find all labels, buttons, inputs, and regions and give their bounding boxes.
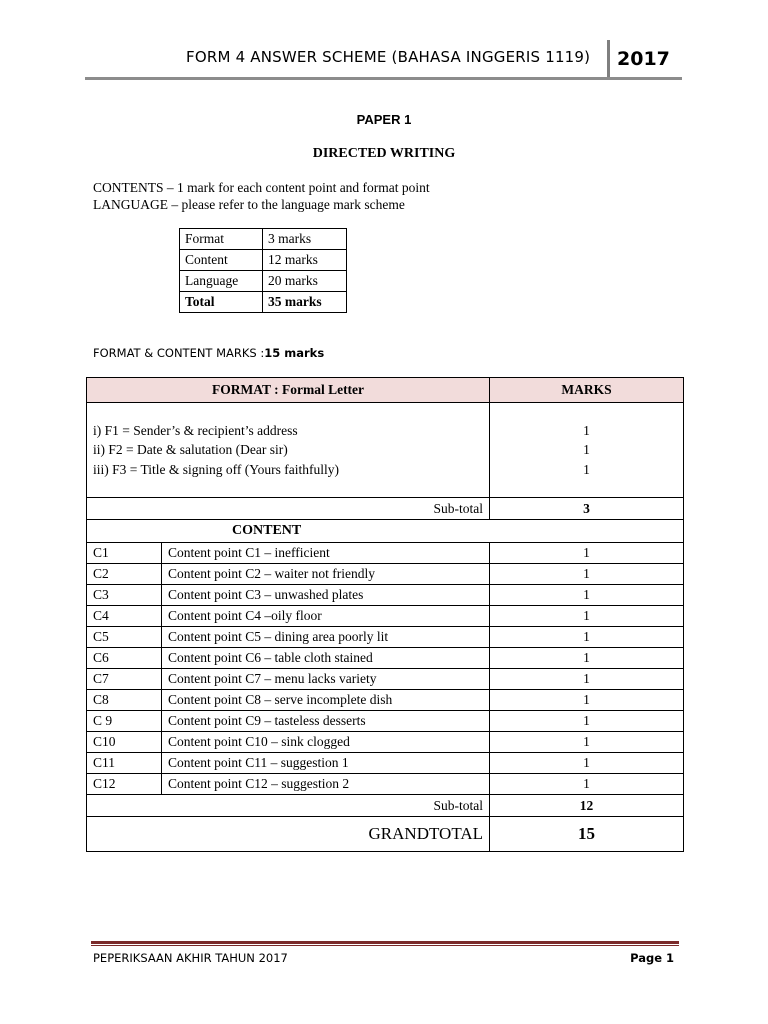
- marks-header: MARKS: [490, 378, 684, 403]
- content-row: [87, 585, 684, 606]
- format-subtotal-row: [87, 498, 684, 520]
- content-mark: 1: [490, 585, 684, 606]
- content-mark: 1: [490, 648, 684, 669]
- format-content-heading: [93, 346, 324, 360]
- marks-summary-row: [180, 250, 347, 271]
- content-row: [87, 543, 684, 564]
- content-mark: 1: [490, 543, 684, 564]
- content-code: C12: [87, 774, 162, 795]
- marks-summary-label: Format: [180, 229, 263, 250]
- content-code: C10: [87, 732, 162, 753]
- content-code: C4: [87, 606, 162, 627]
- subtotal-value: 3: [490, 498, 684, 520]
- content-description: Content point C12 – suggestion 2: [162, 774, 490, 795]
- grand-total-row: [87, 817, 684, 852]
- content-mark: 1: [490, 732, 684, 753]
- content-code: C7: [87, 669, 162, 690]
- content-description: Content point C6 – table cloth stained: [162, 648, 490, 669]
- marks-summary-label: Total: [180, 292, 263, 313]
- marks-summary-row: [180, 229, 347, 250]
- content-mark: 1: [490, 690, 684, 711]
- header-divider: [607, 40, 610, 78]
- content-rows: [87, 543, 684, 795]
- content-row: [87, 774, 684, 795]
- subtotal-value: 12: [490, 795, 684, 817]
- marks-summary-total-row: [180, 292, 347, 313]
- format-item: iii) F3 = Title & signing off (Yours faithfully): [93, 461, 340, 477]
- format-items-row: [87, 403, 684, 498]
- content-header: CONTENT: [87, 520, 684, 543]
- format-header: FORMAT : Formal Letter: [87, 378, 490, 403]
- format-marks: [490, 403, 684, 498]
- content-row: [87, 753, 684, 774]
- marks-summary-row: [180, 271, 347, 292]
- content-description: Content point C4 –oily floor: [162, 606, 490, 627]
- content-mark: 1: [490, 564, 684, 585]
- content-code: C1: [87, 543, 162, 564]
- footer-exam-name: PEPERIKSAAN AKHIR TAHUN 2017: [93, 951, 288, 965]
- content-description: Content point C1 – inefficient: [162, 543, 490, 564]
- format-mark: 1: [583, 422, 590, 438]
- content-mark: 1: [490, 606, 684, 627]
- content-code: C3: [87, 585, 162, 606]
- paper-title: PAPER 1: [356, 112, 412, 127]
- content-mark: 1: [490, 753, 684, 774]
- content-description: Content point C11 – suggestion 1: [162, 753, 490, 774]
- content-row: [87, 606, 684, 627]
- subtotal-label: Sub-total: [87, 795, 490, 817]
- content-description: Content point C10 – sink clogged: [162, 732, 490, 753]
- format-mark: 1: [583, 461, 590, 477]
- marks-summary-table: [179, 228, 347, 313]
- content-row: [87, 564, 684, 585]
- content-description: Content point C3 – unwashed plates: [162, 585, 490, 606]
- content-description: Content point C9 – tasteless desserts: [162, 711, 490, 732]
- content-code: C2: [87, 564, 162, 585]
- section-title: DIRECTED WRITING: [312, 146, 456, 161]
- content-row: [87, 690, 684, 711]
- content-code: C 9: [87, 711, 162, 732]
- footer-rule: [91, 941, 679, 944]
- intro-language: LANGUAGE – please refer to the language mark scheme: [93, 197, 405, 212]
- header-year: 2017: [617, 48, 670, 70]
- content-description: Content point C7 – menu lacks variety: [162, 669, 490, 690]
- footer-rule-thin: [91, 945, 679, 946]
- format-item: ii) F2 = Date & salutation (Dear sir): [93, 442, 288, 458]
- content-row: [87, 732, 684, 753]
- marks-summary-value: 12 marks: [263, 250, 347, 271]
- content-header-row: [87, 520, 684, 543]
- content-row: [87, 669, 684, 690]
- content-mark: 1: [490, 711, 684, 732]
- content-row: [87, 627, 684, 648]
- marks-summary-value: 3 marks: [263, 229, 347, 250]
- marks-summary-value: 35 marks: [263, 292, 347, 313]
- content-description: Content point C8 – serve incomplete dish: [162, 690, 490, 711]
- content-code: C6: [87, 648, 162, 669]
- content-mark: 1: [490, 669, 684, 690]
- grand-total-label: GRANDTOTAL: [87, 817, 490, 852]
- content-code: C11: [87, 753, 162, 774]
- content-row: [87, 648, 684, 669]
- content-mark: 1: [490, 627, 684, 648]
- marks-summary-label: Language: [180, 271, 263, 292]
- table-header-row: [87, 378, 684, 403]
- page-number: Page 1: [630, 951, 674, 965]
- header-rule: [85, 77, 682, 80]
- content-mark: 1: [490, 774, 684, 795]
- content-description: Content point C2 – waiter not friendly: [162, 564, 490, 585]
- grand-total-value: 15: [490, 817, 684, 852]
- content-code: C5: [87, 627, 162, 648]
- content-subtotal-row: [87, 795, 684, 817]
- format-item: i) F1 = Sender’s & recipient’s address: [93, 422, 298, 438]
- format-content-heading-text: FORMAT & CONTENT MARKS :: [93, 346, 265, 360]
- format-content-heading-marks: 15 marks: [264, 346, 325, 360]
- content-description: Content point C5 – dining area poorly lit: [162, 627, 490, 648]
- content-row: [87, 711, 684, 732]
- format-mark: 1: [583, 442, 590, 458]
- intro-contents: CONTENTS – 1 mark for each content point and format point: [93, 180, 430, 195]
- intro-text: [93, 179, 430, 213]
- subtotal-label: Sub-total: [87, 498, 490, 520]
- document-header-title: FORM 4 ANSWER SCHEME (BAHASA INGGERIS 1119): [186, 48, 591, 66]
- marks-summary-value: 20 marks: [263, 271, 347, 292]
- marks-summary-label: Content: [180, 250, 263, 271]
- format-items: [87, 403, 490, 498]
- marking-scheme-table: [86, 377, 684, 852]
- content-code: C8: [87, 690, 162, 711]
